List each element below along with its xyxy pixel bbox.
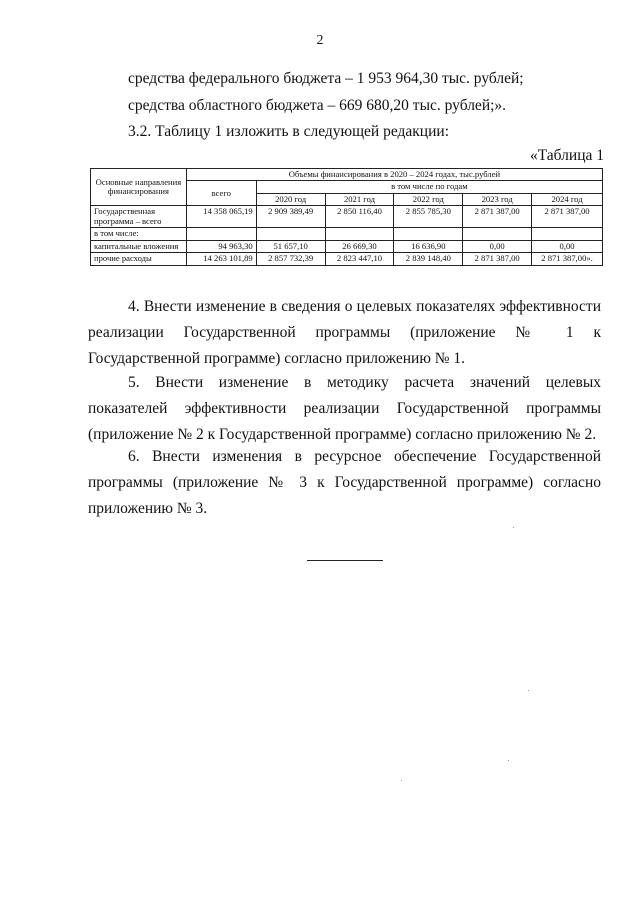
scan-speck	[401, 780, 402, 781]
item-3-2-line: 3.2. Таблицу 1 изложить в следующей редакции:	[128, 123, 449, 140]
scan-speck	[508, 760, 509, 761]
table-row	[91, 206, 603, 228]
row-value: 2 909 389,49	[256, 206, 325, 228]
row-value: 2 855 785,30	[394, 206, 463, 228]
row-value: 16 636,90	[394, 240, 463, 252]
row-total: 14 263 101,89	[186, 253, 256, 265]
header-volumes: Объемы финансирования в 2020 – 2024 годах, тыс.рублей	[186, 169, 602, 181]
row-total: 94 963,30	[186, 240, 256, 252]
empty-cell	[325, 228, 394, 240]
row-label: Государственная программа – всего	[91, 206, 187, 228]
scan-speck	[528, 690, 529, 691]
year-header: 2020 год	[256, 193, 325, 205]
year-header: 2022 год	[394, 193, 463, 205]
row-value: 2 839 148,40	[394, 253, 463, 265]
row-value: 2 871 387,00	[532, 206, 603, 228]
financing-table	[90, 168, 603, 266]
year-header: 2023 год	[463, 193, 532, 205]
row-value: 2 850 116,40	[325, 206, 394, 228]
empty-cell	[394, 228, 463, 240]
row-value: 51 657,10	[256, 240, 325, 252]
paragraph-6: 6. Внести изменения в ресурсное обеспечение Государственной программы (приложение № 3 к Государственной программе) согласно приложению № 3.	[88, 448, 601, 517]
row-value: 2 871 387,00».	[532, 253, 603, 265]
row-value: 2 871 387,00	[463, 253, 532, 265]
header-total: всего	[186, 181, 256, 206]
year-header: 2021 год	[325, 193, 394, 205]
header-directions: Основные направления финансирования	[91, 169, 187, 206]
header-by-years: в том числе по годам	[256, 181, 602, 193]
regional-budget-line: средства областного бюджета – 669 680,20 тыс. рублей;».	[128, 97, 507, 114]
federal-budget-line: средства федерального бюджета – 1 953 964,30 тыс. рублей;	[128, 70, 524, 87]
empty-cell	[463, 228, 532, 240]
row-value: 2 857 732,39	[256, 253, 325, 265]
empty-cell	[256, 228, 325, 240]
paragraph-5: 5. Внести изменение в методику расчета значений целевых показателей эффективности реализации Государственной программы (приложение № 2 к Государственной программе) согласно приложению № 2.	[88, 374, 601, 443]
table-row	[91, 253, 603, 265]
row-value: 26 669,30	[325, 240, 394, 252]
row-total: 14 358 065,19	[186, 206, 256, 228]
paragraph-4: 4. Внести изменение в сведения о целевых показателях эффективности реализации Государственной программы (приложение № 1 к Государственной программе) согласно приложению № 1.	[88, 298, 601, 367]
empty-cell	[532, 228, 603, 240]
table-header-row	[91, 169, 603, 181]
closing-rule	[307, 560, 383, 561]
table-row	[91, 240, 603, 252]
page-number: 2	[316, 33, 324, 48]
table-row	[91, 228, 603, 240]
row-value: 0,00	[463, 240, 532, 252]
table-caption: «Таблица 1	[529, 147, 604, 164]
row-label: прочие расходы	[91, 253, 187, 265]
row-value: 2 871 387,00	[463, 206, 532, 228]
empty-cell	[186, 228, 256, 240]
scan-speck	[513, 527, 514, 528]
row-label: капитальные вложения	[91, 240, 187, 252]
row-value: 0,00	[532, 240, 603, 252]
row-value: 2 823 447,10	[325, 253, 394, 265]
year-header: 2024 год	[532, 193, 603, 205]
row-label: в том числе:	[91, 228, 187, 240]
